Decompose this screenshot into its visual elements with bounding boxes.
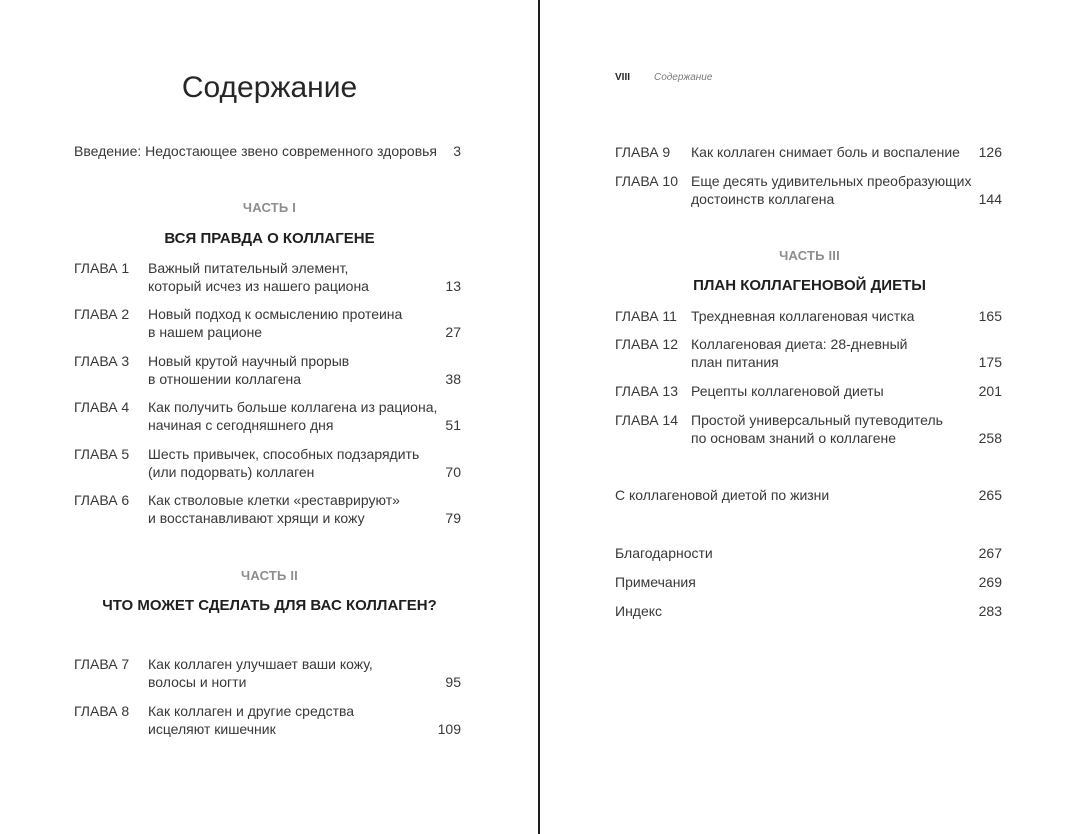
toc-entry-chapter-3 [74, 352, 461, 388]
chapter-title-line: Как коллаген и другие средства [148, 703, 355, 719]
page-gutter-divider [538, 0, 540, 834]
chapter-title-line: Важный питательный элемент, [148, 260, 349, 276]
chapter-label: ГЛАВА 13 [615, 383, 678, 399]
chapter-title-line: Новый крутой научный прорыв [148, 353, 350, 369]
chapter-label: ГЛАВА 11 [615, 308, 677, 324]
page-number: 175 [978, 354, 1002, 370]
chapter-label: ГЛАВА 7 [74, 656, 130, 672]
chapter-title-line: Рецепты коллагеновой диеты [691, 383, 884, 399]
page-number: 51 [445, 417, 461, 433]
chapter-label: ГЛАВА 9 [615, 144, 671, 160]
toc-entry-introduction [74, 142, 461, 160]
chapter-title-line: начиная с сегодняшнего дня [148, 417, 334, 433]
page-number: 3 [453, 143, 461, 159]
page-number: 27 [445, 324, 461, 340]
chapter-title-line: по основам знаний о коллагене [691, 430, 897, 446]
chapter-title-line: Как стволовые клетки «реставрируют» [148, 492, 400, 508]
toc-entry-chapter-2 [74, 305, 461, 341]
toc-entry-acknowledgments [615, 544, 1002, 562]
toc-entry-chapter-14 [615, 411, 1002, 447]
part-3-title: ПЛАН КОЛЛАГЕНОВОЙ ДИЕТЫ [693, 277, 926, 294]
chapter-title-line: Простой универсальный путеводитель [691, 412, 943, 428]
page-number: 269 [978, 574, 1002, 590]
toc-entry-chapter-5 [74, 445, 461, 481]
chapter-title-line: Как коллаген снимает боль и воспаление [691, 144, 960, 160]
page-number: 95 [445, 674, 461, 690]
chapter-title-line: (или подорвать) коллаген [148, 464, 315, 480]
running-head-section: Содержание [654, 72, 713, 83]
running-head [615, 71, 815, 85]
toc-entry-chapter-7 [74, 655, 461, 691]
chapter-title-line: в нашем рационе [148, 324, 263, 340]
toc-entry-chapter-12 [615, 335, 1002, 371]
toc-entry-notes [615, 573, 1002, 591]
chapter-label: ГЛАВА 8 [74, 703, 130, 719]
toc-entry-chapter-11 [615, 307, 1002, 325]
page-number: 144 [978, 191, 1002, 207]
entry-title: Индекс [615, 603, 663, 619]
chapter-label: ГЛАВА 14 [615, 412, 678, 428]
page-number: 109 [437, 721, 461, 737]
running-head-page-number: VIII [615, 72, 631, 83]
entry-title: Примечания [615, 574, 696, 590]
toc-entry-afterword [615, 486, 1002, 504]
part-1-title: ВСЯ ПРАВДА О КОЛЛАГЕНЕ [164, 230, 375, 247]
toc-entry-chapter-10 [615, 172, 1002, 208]
chapter-title-line: Как коллаген улучшает ваши кожу, [148, 656, 373, 672]
chapter-label: ГЛАВА 1 [74, 260, 130, 276]
contents-title: Содержание [181, 71, 358, 104]
page-number: 70 [445, 464, 461, 480]
part-3-label: ЧАСТЬ III [779, 248, 840, 263]
chapter-title-line: Новый подход к осмыслению протеина [148, 306, 403, 322]
chapter-title-line: который исчез из нашего рациона [148, 278, 369, 294]
chapter-label: ГЛАВА 10 [615, 173, 678, 189]
entry-title: Благодарности [615, 545, 713, 561]
toc-entry-chapter-13 [615, 382, 1002, 400]
entry-title: С коллагеновой диетой по жизни [615, 487, 830, 503]
toc-entry-index [615, 602, 1002, 620]
chapter-title-line: Как получить больше коллагена из рациона, [148, 399, 438, 415]
page-number: 201 [978, 383, 1002, 399]
page-number: 165 [978, 308, 1002, 324]
chapter-title-line: исцеляют кишечник [148, 721, 276, 737]
chapter-title-line: Шесть привычек, способных подзарядить [148, 446, 420, 462]
entry-title: Введение: Недостающее звено современного здоровья [74, 143, 438, 159]
chapter-label: ГЛАВА 12 [615, 336, 678, 352]
page-number: 126 [978, 144, 1002, 160]
page-number: 38 [445, 371, 461, 387]
chapter-title-line: и восстанавливают хрящи и кожу [148, 510, 365, 526]
page-number: 265 [978, 487, 1002, 503]
toc-entry-chapter-9 [615, 143, 1002, 161]
chapter-title-line: достоинств коллагена [691, 191, 835, 207]
chapter-label: ГЛАВА 6 [74, 492, 130, 508]
page-number: 267 [978, 545, 1002, 561]
page-number: 79 [445, 510, 461, 526]
chapter-title-line: волосы и ногти [148, 674, 247, 690]
toc-entry-chapter-4 [74, 398, 461, 434]
chapter-title-line: в отношении коллагена [148, 371, 302, 387]
chapter-title-line: план питания [691, 354, 779, 370]
chapter-title-line: Трехдневная коллагеновая чистка [691, 308, 915, 324]
part-1-label: ЧАСТЬ I [242, 200, 297, 215]
chapter-label: ГЛАВА 2 [74, 306, 130, 322]
chapter-label: ГЛАВА 5 [74, 446, 130, 462]
page-number: 258 [978, 430, 1002, 446]
chapter-title-line: Коллагеновая диета: 28-дневный [691, 336, 908, 352]
page-number: 13 [445, 278, 461, 294]
chapter-label: ГЛАВА 4 [74, 399, 130, 415]
toc-entry-chapter-6 [74, 491, 461, 527]
toc-entry-chapter-1 [74, 259, 461, 295]
page-number: 283 [978, 603, 1002, 619]
chapter-label: ГЛАВА 3 [74, 353, 130, 369]
toc-entry-chapter-8 [74, 702, 461, 738]
part-2-title: ЧТО МОЖЕТ СДЕЛАТЬ ДЛЯ ВАС КОЛЛАГЕН? [102, 597, 437, 614]
part-2-label: ЧАСТЬ II [241, 568, 298, 583]
chapter-title-line: Еще десять удивительных преобразующих [691, 173, 972, 189]
